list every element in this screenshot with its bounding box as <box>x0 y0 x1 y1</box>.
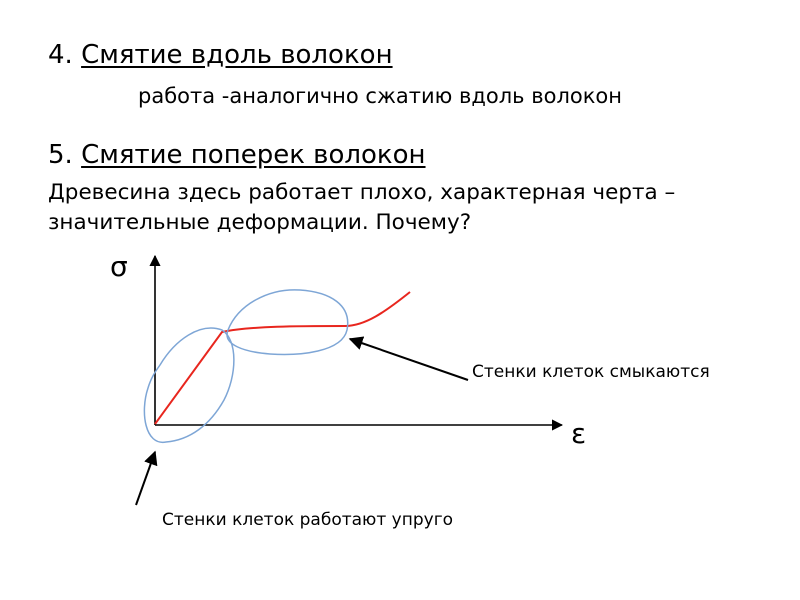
heading-4-note: работа -аналогично сжатию вдоль волокон <box>138 84 622 108</box>
arrow-right-label <box>350 339 468 380</box>
stress-strain-curve <box>155 292 410 424</box>
arrow-bottom-label <box>136 452 155 505</box>
heading-5-title: Смятие поперек волокон <box>81 140 426 170</box>
x-axis-label: ε <box>571 417 587 450</box>
y-axis-label: σ <box>110 250 128 283</box>
paragraph-line-2: значительные деформации. Почему? <box>48 210 472 235</box>
label-cell-walls-elastic: Стенки клеток работают упруго <box>162 510 454 530</box>
plateau-region-outline <box>227 290 348 355</box>
heading-4-number: 4. <box>48 40 73 70</box>
paragraph-line-1: Древесина здесь работает плохо, характерная черта – <box>48 180 676 205</box>
heading-4-title: Смятие вдоль волокон <box>81 40 393 70</box>
label-cell-walls-close: Стенки клеток смыкаются <box>472 362 710 382</box>
heading-5-number: 5. <box>48 140 73 170</box>
